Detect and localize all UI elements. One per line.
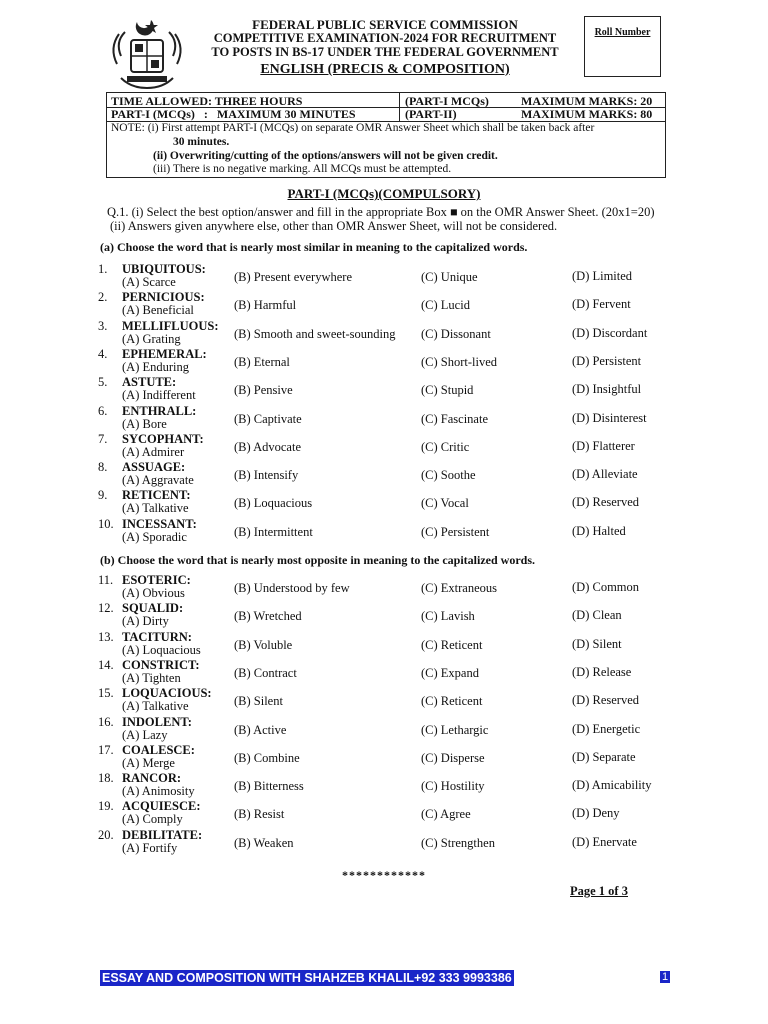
question-number: 18. — [98, 771, 114, 786]
question-word: SYCOPHANT: — [122, 431, 204, 446]
option-d[interactable]: (D) Release — [572, 664, 632, 679]
option-d[interactable]: (D) Deny — [572, 806, 620, 821]
option-d[interactable]: (D) Common — [572, 580, 640, 594]
question-word: PERNICIOUS: — [122, 290, 205, 305]
question-number: 15. — [98, 686, 114, 701]
option-b[interactable]: (B) Advocate — [234, 439, 301, 454]
option-d[interactable]: (D) Discordant — [572, 325, 648, 340]
option-c[interactable]: (C) Reticent — [421, 637, 483, 652]
option-a[interactable]: (A) Aggravate — [122, 473, 194, 488]
option-a[interactable]: (A) Enduring — [122, 359, 189, 374]
part1-marks: MAXIMUM MARKS: 20 — [521, 94, 653, 108]
option-d[interactable]: (D) Flatterer — [572, 438, 635, 453]
question-number: 17. — [98, 742, 114, 757]
question-number: 12. — [98, 601, 114, 616]
option-d[interactable]: (D) Amicability — [572, 778, 652, 793]
option-b[interactable]: (B) Smooth and sweet-sounding — [234, 326, 396, 341]
option-d[interactable]: (D) Reserved — [572, 495, 639, 510]
question-number: 2. — [98, 290, 108, 305]
commission-name: FEDERAL PUBLIC SERVICE COMMISSION — [252, 17, 518, 32]
question-word: INCESSANT: — [122, 516, 197, 531]
question-word: LOQUACIOUS: — [122, 686, 212, 701]
question-word: ESOTERIC: — [122, 573, 191, 587]
part1-label: (PART-I MCQs) — [405, 94, 489, 108]
exam-subtitle: TO POSTS IN BS-17 UNDER THE FEDERAL GOVERNMENT — [211, 45, 559, 59]
question-number: 20. — [98, 827, 114, 842]
question-number: 7. — [98, 431, 108, 446]
option-a[interactable]: (A) Animosity — [122, 784, 195, 799]
option-c[interactable]: (C) Fascinate — [421, 411, 488, 426]
option-a[interactable]: (A) Obvious — [122, 586, 185, 600]
option-d[interactable]: (D) Clean — [572, 608, 622, 623]
end-stars: ************ — [342, 868, 426, 882]
option-a[interactable]: (A) Admirer — [122, 444, 185, 459]
subject-title: ENGLISH (PRECIS & COMPOSITION) — [260, 62, 510, 77]
option-a[interactable]: (A) Fortify — [122, 840, 178, 855]
question-number: 1. — [98, 262, 108, 276]
question-word: ENTHRALL: — [122, 403, 197, 418]
question-word: COALESCE: — [122, 742, 195, 757]
question-number: 3. — [98, 318, 108, 333]
question-word: ASTUTE: — [122, 375, 177, 390]
option-d[interactable]: (D) Halted — [572, 523, 626, 538]
option-b[interactable]: (B) Understood by few — [234, 581, 350, 595]
option-b[interactable]: (B) Voluble — [234, 637, 293, 652]
option-c[interactable]: (C) Strengthen — [421, 835, 495, 850]
option-b[interactable]: (B) Intermittent — [234, 524, 313, 539]
option-b[interactable]: (B) Harmful — [234, 298, 297, 313]
question-word: ACQUIESCE: — [122, 799, 201, 814]
question-word: UBIQUITOUS: — [122, 262, 206, 276]
question-number: 13. — [98, 629, 114, 644]
option-c[interactable]: (C) Lethargic — [421, 722, 489, 737]
page-number: Page 1 of 3 — [570, 884, 628, 898]
option-a[interactable]: (A) Sporadic — [122, 529, 187, 544]
option-a[interactable]: (A) Merge — [122, 755, 175, 770]
section-b-heading: (b) Choose the word that is nearly most opposite in meaning to the capitalized words. — [100, 553, 535, 567]
option-c[interactable]: (C) Lucid — [421, 298, 470, 313]
option-a[interactable]: (A) Tighten — [122, 670, 181, 685]
option-c[interactable]: (C) Short-lived — [421, 354, 498, 369]
roll-number-box[interactable] — [584, 16, 661, 77]
question-number: 8. — [98, 460, 108, 475]
option-c[interactable]: (C) Stupid — [421, 383, 474, 398]
option-a[interactable]: (A) Indifferent — [122, 388, 196, 403]
footer-banner: ESSAY AND COMPOSITION WITH SHAHZEB KHALIL+92 333 9993386 — [102, 971, 512, 985]
option-a[interactable]: (A) Grating — [122, 331, 181, 346]
time-allowed: TIME ALLOWED: THREE HOURS — [111, 94, 303, 108]
note-3: (iii) There is no negative marking. All MCQs must be attempted. — [153, 163, 452, 175]
question-word: ASSUAGE: — [122, 460, 186, 475]
question-word: RETICENT: — [122, 488, 191, 503]
q1-note: (ii) Answers given anywhere else, other than OMR Answer Sheet, will not be considered. — [110, 219, 558, 233]
option-a[interactable]: (A) Talkative — [122, 699, 189, 714]
option-c[interactable]: (C) Reticent — [421, 694, 483, 709]
question-word: INDOLENT: — [122, 714, 192, 729]
option-a[interactable]: (A) Loquacious — [122, 642, 201, 657]
question-number: 5. — [98, 375, 108, 390]
option-d[interactable]: (D) Energetic — [572, 721, 641, 736]
question-word: MELLIFLUOUS: — [122, 318, 219, 333]
roll-number-label: Roll Number — [594, 27, 651, 38]
question-word: RANCOR: — [122, 771, 182, 786]
option-c[interactable]: (C) Dissonant — [421, 326, 491, 341]
option-b[interactable]: (B) Pensive — [234, 383, 293, 398]
option-d[interactable]: (D) Alleviate — [572, 467, 638, 482]
option-c[interactable]: (C) Persistent — [421, 524, 490, 539]
question-number: 16. — [98, 714, 114, 729]
option-a[interactable]: (A) Lazy — [122, 727, 168, 742]
option-c[interactable]: (C) Disperse — [421, 750, 485, 765]
exam-info-table — [106, 92, 666, 178]
question-word: EPHEMERAL: — [122, 346, 207, 361]
option-b[interactable]: (B) Intensify — [234, 468, 299, 483]
option-d[interactable]: (D) Enervate — [572, 834, 637, 849]
option-b[interactable]: (B) Eternal — [234, 354, 290, 369]
question-number: 9. — [98, 488, 108, 503]
option-c[interactable]: (C) Agree — [421, 807, 471, 822]
option-b[interactable]: (B) Resist — [234, 807, 285, 822]
option-a[interactable]: (A) Beneficial — [122, 303, 194, 318]
part2-marks: MAXIMUM MARKS: 80 — [521, 107, 653, 121]
option-b[interactable]: (B) Combine — [234, 750, 300, 765]
section-a-heading: (a) Choose the word that is nearly most similar in meaning to the capitalized words. — [100, 240, 528, 254]
option-a[interactable]: (A) Comply — [122, 812, 183, 827]
option-c[interactable]: (C) Extraneous — [421, 581, 498, 595]
option-d[interactable]: (D) Reserved — [572, 693, 639, 708]
option-c[interactable]: (C) Expand — [421, 665, 479, 680]
option-b[interactable]: (B) Captivate — [234, 411, 302, 426]
option-d[interactable]: (D) Insightful — [572, 382, 642, 397]
note-2: (ii) Overwriting/cutting of the options/answers will not be given credit. — [153, 150, 498, 162]
exam-title: COMPETITIVE EXAMINATION-2024 FOR RECRUITMENT — [213, 31, 557, 45]
option-d[interactable]: (D) Persistent — [572, 353, 642, 368]
question-number: 11. — [98, 573, 114, 587]
option-a[interactable]: (A) Bore — [122, 416, 167, 431]
option-a[interactable]: (A) Talkative — [122, 501, 189, 516]
question-word: DEBILITATE: — [122, 827, 203, 842]
question-word: SQUALID: — [122, 601, 184, 616]
option-d[interactable]: (D) Fervent — [572, 297, 631, 312]
option-b[interactable]: (B) Bitterness — [234, 779, 304, 794]
option-b[interactable]: (B) Loquacious — [234, 496, 313, 511]
option-b[interactable]: (B) Contract — [234, 665, 297, 680]
part-heading: PART-I (MCQs)(COMPULSORY) — [287, 186, 481, 201]
footer-page-number: 1 — [662, 971, 669, 983]
option-a[interactable]: (A) Scarce — [122, 275, 176, 289]
option-d[interactable]: (D) Disinterest — [572, 410, 647, 425]
part1-time: PART-I (MCQs) : MAXIMUM 30 MINUTES — [111, 107, 356, 121]
part2-label: (PART-II) — [405, 107, 457, 121]
option-b[interactable]: (B) Active — [234, 722, 287, 737]
option-d[interactable]: (D) Separate — [572, 749, 636, 764]
option-c[interactable]: (C) Unique — [421, 270, 478, 284]
option-b[interactable]: (B) Wretched — [234, 609, 302, 624]
government-emblem-icon — [107, 16, 187, 94]
option-c[interactable]: (C) Hostility — [421, 779, 485, 794]
option-c[interactable]: (C) Critic — [421, 439, 470, 454]
option-b[interactable]: (B) Silent — [234, 694, 283, 709]
option-c[interactable]: (C) Vocal — [421, 496, 469, 511]
option-b[interactable]: (B) Weaken — [234, 835, 294, 850]
option-c[interactable]: (C) Lavish — [421, 609, 475, 624]
question-number: 4. — [98, 346, 108, 361]
option-b[interactable]: (B) Present everywhere — [234, 270, 353, 284]
question-number: 10. — [98, 516, 114, 531]
note-1-cont: 30 minutes. — [173, 136, 230, 148]
question-word: TACITURN: — [122, 629, 192, 644]
q1-instruction: Q.1. (i) Select the best option/answer and fill in the appropriate Box ■ on the OMR Answer Sheet. (20x1=20) — [107, 205, 655, 219]
option-c[interactable]: (C) Soothe — [421, 468, 476, 483]
question-number: 19. — [98, 799, 114, 814]
option-a[interactable]: (A) Dirty — [122, 614, 169, 629]
note-1: NOTE: (i) First attempt PART-I (MCQs) on separate OMR Answer Sheet which shall be taken back after — [111, 122, 595, 134]
option-d[interactable]: (D) Silent — [572, 636, 622, 651]
question-number: 6. — [98, 403, 108, 418]
question-number: 14. — [98, 657, 114, 672]
question-word: CONSTRICT: — [122, 657, 200, 672]
option-d[interactable]: (D) Limited — [572, 269, 633, 283]
